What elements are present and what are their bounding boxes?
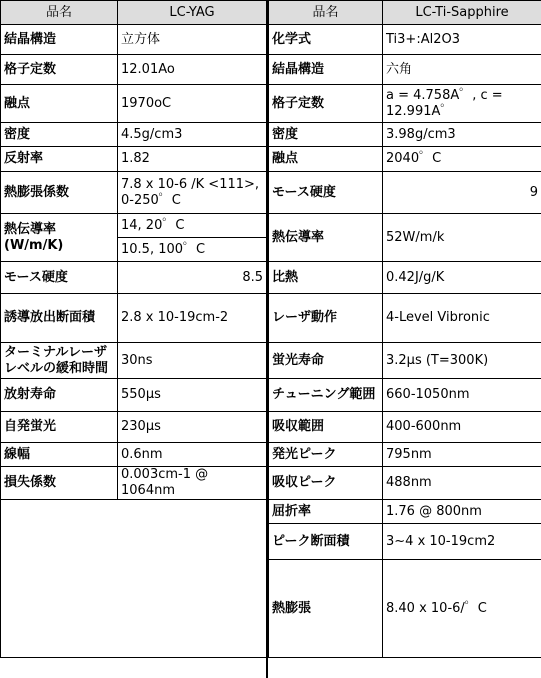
ts-row-value: 3~4 x 10-19cm2 <box>383 524 541 560</box>
yag-row-label: 融点 <box>1 85 118 123</box>
yag-row-value: 立方体 <box>118 25 267 55</box>
ts-row-value: 488nm <box>383 467 541 500</box>
ts-header-name: LC-Ti-Sapphire <box>383 1 541 25</box>
ts-row-label: 屈折率 <box>269 500 383 524</box>
ts-row-value: 8.40 x 10-6/゜C <box>383 560 541 658</box>
yag-row-label: 自発蛍光 <box>1 412 118 443</box>
yag-empty-cell <box>1 500 267 658</box>
yag-row-label: 反射率 <box>1 147 118 172</box>
yag-row-label: 誘導放出断面積 <box>1 294 118 343</box>
ts-row-value: 795nm <box>383 443 541 467</box>
ts-row-label: ピーク断面積 <box>269 524 383 560</box>
ts-row-value: 2040゜C <box>383 147 541 172</box>
yag-row-label: 密度 <box>1 123 118 147</box>
yag-row-value: 8.5 <box>118 262 267 294</box>
yag-row-label: 熱伝導率(W/m/K) <box>1 214 118 262</box>
ts-row-label: 化学式 <box>269 25 383 55</box>
yag-row-value: 2.8 x 10-19cm-2 <box>118 294 267 343</box>
ts-row-value: 3.2μs (T=300K) <box>383 343 541 379</box>
yag-row-value: 550μs <box>118 379 267 412</box>
ts-row-label: モース硬度 <box>269 172 383 214</box>
yag-row-value: 230μs <box>118 412 267 443</box>
ts-row-value: 3.98g/cm3 <box>383 123 541 147</box>
yag-row-label: 放射寿命 <box>1 379 118 412</box>
ts-row-label: 熱膨張 <box>269 560 383 658</box>
yag-header-label: 品名 <box>1 1 118 25</box>
ts-row-value: Ti3+:Al2O3 <box>383 25 541 55</box>
ts-row-label: 結晶構造 <box>269 55 383 85</box>
ts-row-label: 格子定数 <box>269 85 383 123</box>
yag-row-label: 格子定数 <box>1 55 118 85</box>
ts-row-value: 400-600nm <box>383 412 541 443</box>
yag-row-value: 4.5g/cm3 <box>118 123 267 147</box>
yag-row-label: モース硬度 <box>1 262 118 294</box>
ts-row-label: 吸収範囲 <box>269 412 383 443</box>
yag-row-label: ターミナルレーザレベルの緩和時間 <box>1 343 118 379</box>
yag-row-value: 7.8 x 10-6 /K <111>, 0-250゜C <box>118 172 267 214</box>
yag-row-value: 1.82 <box>118 147 267 172</box>
ts-row-value: 9 <box>383 172 541 214</box>
ts-row-value: 0.42J/g/K <box>383 262 541 294</box>
yag-row-value: 10.5, 100゜C <box>118 238 267 262</box>
ts-row-value: 1.76 @ 800nm <box>383 500 541 524</box>
ts-row-label: 発光ピーク <box>269 443 383 467</box>
ts-row-label: 熱伝導率 <box>269 214 383 262</box>
ts-row-label: 蛍光寿命 <box>269 343 383 379</box>
yag-row-label: 損失係数 <box>1 467 118 500</box>
yag-row-value: 12.01Ao <box>118 55 267 85</box>
yag-row-label: 熱膨張係数 <box>1 172 118 214</box>
yag-row-label: 線幅 <box>1 443 118 467</box>
ts-header-label: 品名 <box>269 1 383 25</box>
yag-row-value: 1970oC <box>118 85 267 123</box>
ts-row-value: a = 4.758A゜, c = 12.991A゜ <box>383 85 541 123</box>
ts-row-label: レーザ動作 <box>269 294 383 343</box>
yag-row-value: 30ns <box>118 343 267 379</box>
yag-row-value: 0.6nm <box>118 443 267 467</box>
yag-table <box>0 0 267 658</box>
yag-row-value: 14, 20゜C <box>118 214 267 238</box>
ti-sapphire-table <box>268 0 541 658</box>
ts-row-value: 六角 <box>383 55 541 85</box>
ts-row-label: 密度 <box>269 123 383 147</box>
ts-row-value: 660-1050nm <box>383 379 541 412</box>
ts-row-value: 4-Level Vibronic <box>383 294 541 343</box>
ts-row-label: 比熱 <box>269 262 383 294</box>
ts-row-label: チューニング範囲 <box>269 379 383 412</box>
yag-header-name: LC-YAG <box>118 1 267 25</box>
ts-row-label: 吸収ピーク <box>269 467 383 500</box>
yag-row-label: 結晶構造 <box>1 25 118 55</box>
ts-row-value: 52W/m/k <box>383 214 541 262</box>
ts-row-label: 融点 <box>269 147 383 172</box>
yag-row-value: 0.003cm-1 @ 1064nm <box>118 467 267 500</box>
